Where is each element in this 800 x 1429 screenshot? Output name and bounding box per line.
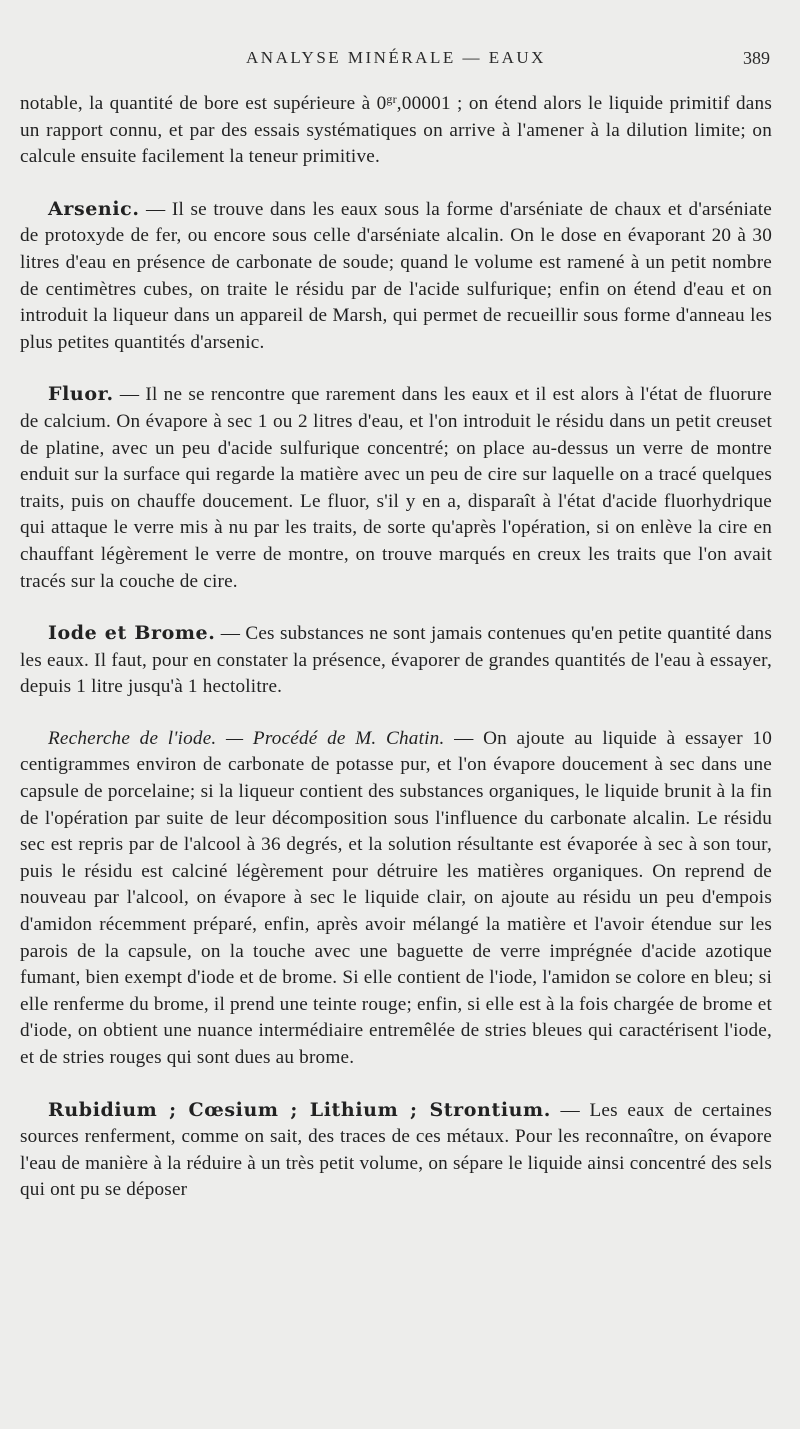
intro-text-start: notable, la quantité de bore est supérieure à 0 [20, 93, 387, 114]
paragraph-rubidium [20, 1097, 772, 1204]
heading-fluor: Fluor. [48, 383, 114, 406]
fluor-text: — Il ne se rencontre que rarement dans les eaux et il est alors à l'état de fluorure de calcium. On évapore à sec 1 ou 2 litres d'eau, et l'on introduit le résidu dans un petit creuset de platine, avec un peu d'acide sulfurique concentré; on place au-dessus un verre de montre enduit sur la surface qui regarde la matière avec un peu de cire sur laquelle on a tracé quelques traits, puis on chauffe doucement. Le fluor, s'il y en a, disparaît à l'état d'acide fluorhydrique qui attaque le verre mis à nu par les traits, de sorte qu'après l'opération, si on enlève la cire en chauffant légèrement le verre de montre, on trouve marqués en creux les traits que l'on avait tracés sur la couche de cire. [20, 384, 772, 592]
heading-iode-brome: Iode et Brome. [48, 622, 216, 645]
rubidium-text: — Les eaux de certaines sources renferment, comme on sait, des traces de ces métaux. Pour les reconnaître, on évapore l'eau de manière à la réduire à un très petit volume, on sépare le liquide ainsi concentré des sels qui ont pu se déposer [20, 1099, 772, 1201]
page-header [20, 48, 772, 70]
paragraph-iode-brome [20, 620, 772, 701]
running-title: ANALYSE MINÉRALE — EAUX [246, 48, 546, 67]
intro-text-end: ,00001 ; on étend alors le liquide primitif dans un rapport connu, et par des essais systématiques on arrive à l'amener à la dilution limite; on calcule ensuite facilement la teneur primitive. [20, 93, 772, 168]
gram-superscript: gr [386, 92, 397, 106]
iode-brome-text: — Ces substances ne sont jamais contenues qu'en petite quantité dans les eaux. Il faut, pour en constater la présence, évaporer de grandes quantités de l'eau à essayer, depuis 1 litre jusqu'à 1 hectolitre. [20, 623, 772, 698]
arsenic-text: — Il se trouve dans les eaux sous la forme d'arséniate de chaux et d'arséniate de protoxyde de fer, ou encore sous celle d'arséniate alcalin. On le dose en évaporant 20 à 30 litres d'eau en présence de carbonate de soude; quand le volume est ramené à un petit nombre de centimètres cubes, on traite le résidu par de l'acide sulfurique; enfin on étend d'eau et on introduit la liqueur dans un appareil de Marsh, qui permet de recueillir sous forme d'anneau les plus petites quantités d'arsenic. [20, 198, 772, 353]
heading-rubidium: Rubidium ; Cœsium ; Lithium ; Strontium. [48, 1098, 551, 1121]
paragraph-fluor [20, 381, 772, 595]
recherche-text: — On ajoute au liquide à essayer 10 centigrammes environ de carbonate de potasse pur, et l'on évapore doucement à sec dans une capsule de porcelaine; si la liqueur contient des substances organiques, le liquide brunit à la fin de l'opération par suite de leur décomposition sous l'influence du carbonate alcalin. Le résidu sec est repris par de l'alcool à 36 degrés, et la solution résultante est évaporée à sec à son tour, puis le résidu est calciné légèrement pour détruire les matières organiques. On reprend de nouveau par l'alcool, on évapore à sec le liquide clair, on ajoute au résidu un peu d'empois d'amidon récemment préparé, enfin, après avoir mélangé la matière et l'avoir étendue sur les parois de la capsule, on la touche avec une baguette de verre imprégnée d'acide azotique fumant, bien exempt d'iode et de brome. Si elle contient de l'iode, l'amidon se colore en bleu; si elle renferme du brome, il prend une teinte rouge; enfin, si elle est à la fois chargée de brome et d'iode, on obtient une nuance intermédiaire entremêlée de stries bleues qui caractérisent l'iode, et de stries rouges qui sont dues au brome. [20, 727, 773, 1068]
body-text [20, 86, 772, 1204]
paragraph-recherche-iode [20, 726, 772, 1072]
paragraph-arsenic [20, 196, 772, 357]
heading-arsenic: Arsenic. [48, 197, 140, 220]
paragraph-intro [20, 86, 772, 171]
subheading-recherche-iode: Recherche de l'iode. — Procédé de M. Chatin. [48, 727, 445, 749]
page-number: 389 [743, 48, 770, 68]
